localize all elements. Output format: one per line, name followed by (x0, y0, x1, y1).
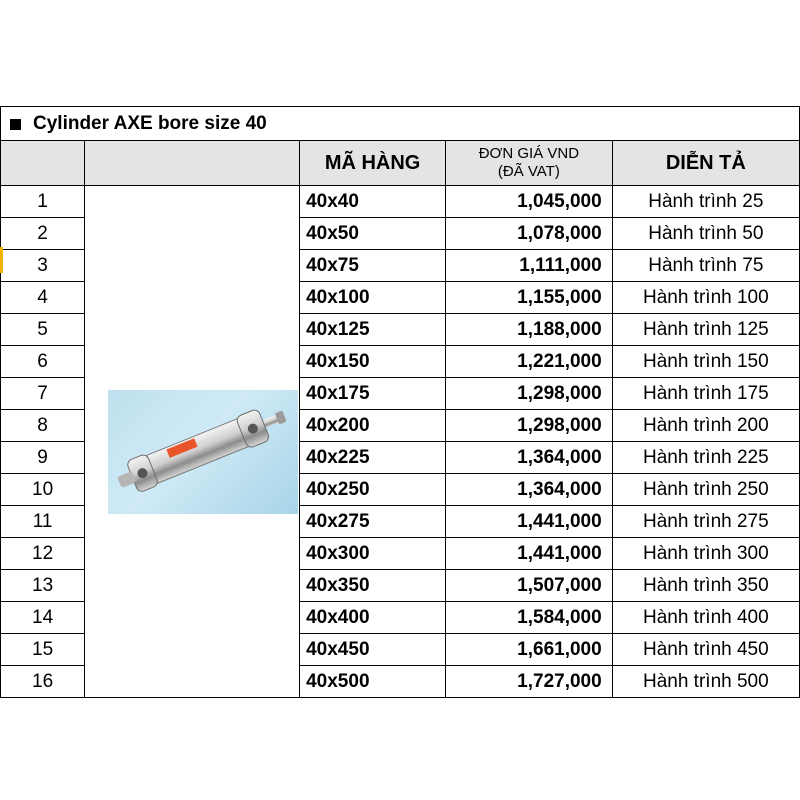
row-code: 40x100 (300, 282, 446, 314)
row-description: Hành trình 450 (612, 634, 799, 666)
row-price: 1,045,000 (446, 186, 613, 218)
header-price-line1: ĐƠN GIÁ VND (478, 145, 580, 162)
table-row (1, 186, 800, 218)
row-code: 40x300 (300, 538, 446, 570)
pneumatic-cylinder-icon (108, 390, 298, 514)
row-description: Hành trình 250 (612, 474, 799, 506)
row-description: Hành trình 175 (612, 378, 799, 410)
header-row (1, 141, 800, 186)
row-number: 8 (1, 410, 85, 442)
row-code: 40x250 (300, 474, 446, 506)
row-description: Hành trình 200 (612, 410, 799, 442)
row-number: 3 (1, 250, 85, 282)
row-description: Hành trình 225 (612, 442, 799, 474)
row-number: 13 (1, 570, 85, 602)
row-code: 40x200 (300, 410, 446, 442)
row-code: 40x400 (300, 602, 446, 634)
row-description: Hành trình 300 (612, 538, 799, 570)
row-number: 9 (1, 442, 85, 474)
row-number: 2 (1, 218, 85, 250)
row-number: 4 (1, 282, 85, 314)
title-row (0, 106, 800, 142)
row-number: 7 (1, 378, 85, 410)
row-price: 1,298,000 (446, 378, 613, 410)
square-bullet-icon (10, 119, 21, 130)
row-price: 1,441,000 (446, 506, 613, 538)
header-code: MÃ HÀNG (300, 141, 446, 186)
row-price: 1,188,000 (446, 314, 613, 346)
row-description: Hành trình 100 (612, 282, 799, 314)
row-number: 1 (1, 186, 85, 218)
header-price-line2: (ĐÃ VAT) (497, 163, 560, 180)
product-image-cell (85, 186, 300, 698)
row-price: 1,078,000 (446, 218, 613, 250)
row-code: 40x275 (300, 506, 446, 538)
row-code: 40x125 (300, 314, 446, 346)
row-code: 40x450 (300, 634, 446, 666)
row-description: Hành trình 25 (612, 186, 799, 218)
selected-row-marker (0, 247, 3, 273)
price-table (0, 140, 800, 698)
row-number: 11 (1, 506, 85, 538)
row-description: Hành trình 125 (612, 314, 799, 346)
row-price: 1,661,000 (446, 634, 613, 666)
row-number: 6 (1, 346, 85, 378)
row-description: Hành trình 275 (612, 506, 799, 538)
header-price (446, 141, 613, 186)
row-code: 40x225 (300, 442, 446, 474)
row-code: 40x175 (300, 378, 446, 410)
row-price: 1,298,000 (446, 410, 613, 442)
row-price: 1,727,000 (446, 666, 613, 698)
row-description: Hành trình 500 (612, 666, 799, 698)
row-price: 1,364,000 (446, 474, 613, 506)
row-price: 1,441,000 (446, 538, 613, 570)
row-number: 10 (1, 474, 85, 506)
row-number: 16 (1, 666, 85, 698)
row-code: 40x75 (300, 250, 446, 282)
header-desc: DIỄN TẢ (612, 141, 799, 186)
row-code: 40x40 (300, 186, 446, 218)
row-number: 12 (1, 538, 85, 570)
row-price: 1,507,000 (446, 570, 613, 602)
row-number: 15 (1, 634, 85, 666)
row-price: 1,584,000 (446, 602, 613, 634)
header-image (85, 141, 300, 186)
row-code: 40x50 (300, 218, 446, 250)
row-description: Hành trình 350 (612, 570, 799, 602)
row-description: Hành trình 75 (612, 250, 799, 282)
row-code: 40x500 (300, 666, 446, 698)
row-price: 1,364,000 (446, 442, 613, 474)
row-number: 14 (1, 602, 85, 634)
row-description: Hành trình 50 (612, 218, 799, 250)
row-code: 40x350 (300, 570, 446, 602)
header-no (1, 141, 85, 186)
row-description: Hành trình 400 (612, 602, 799, 634)
row-price: 1,155,000 (446, 282, 613, 314)
row-number: 5 (1, 314, 85, 346)
row-price: 1,111,000 (446, 250, 613, 282)
row-price: 1,221,000 (446, 346, 613, 378)
row-description: Hành trình 150 (612, 346, 799, 378)
sheet-title: Cylinder AXE bore size 40 (33, 113, 267, 134)
row-code: 40x150 (300, 346, 446, 378)
